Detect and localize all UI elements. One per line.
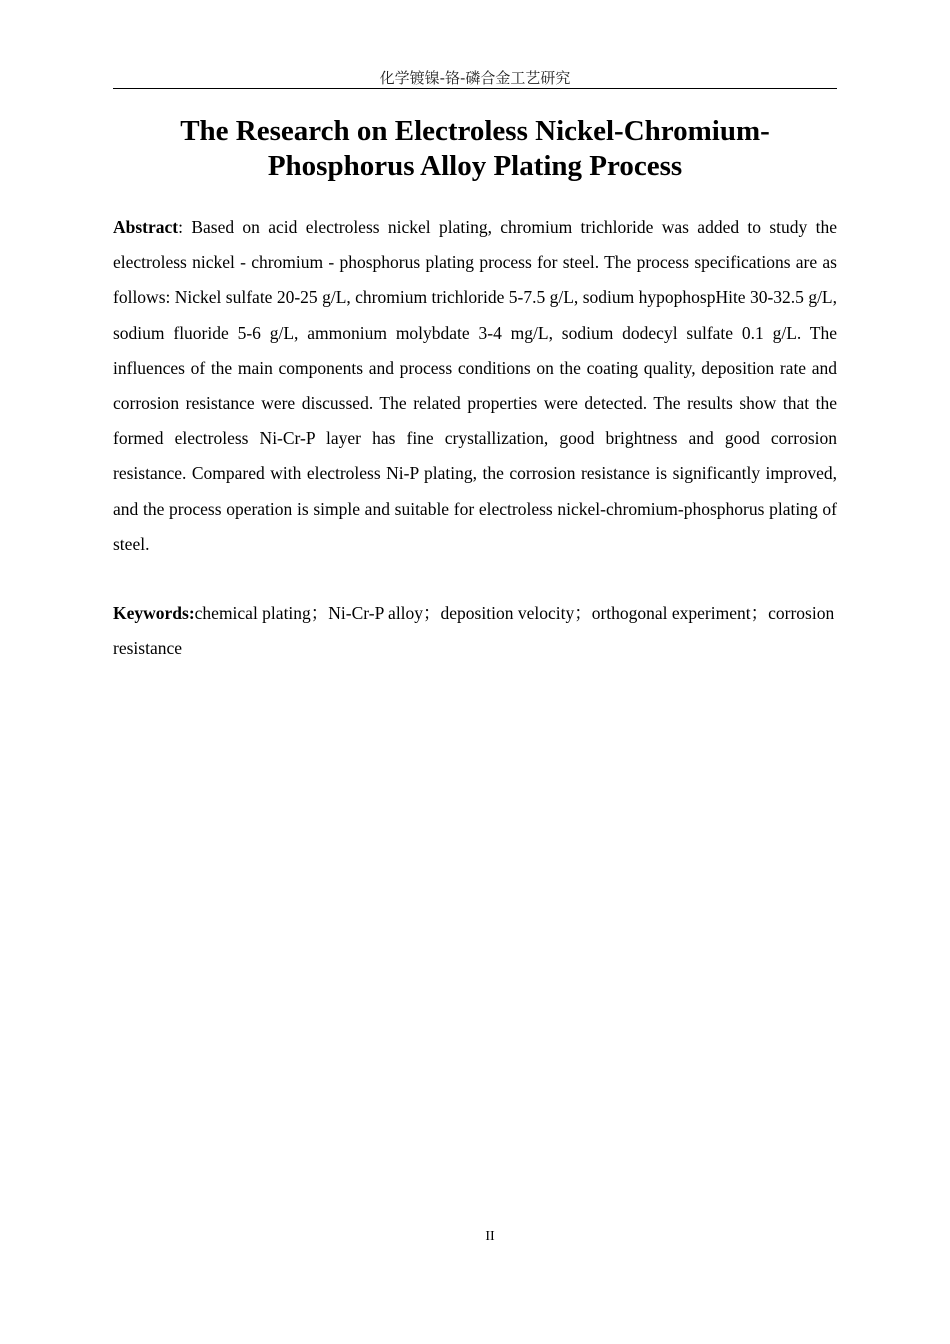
keywords-text: chemical plating；Ni-Cr-P alloy；deposition velocity；orthogonal experiment；corrosion resistance (113, 603, 835, 659)
abstract-label: Abstract (113, 217, 179, 237)
paper-title (113, 114, 837, 184)
keywords-label: Keywords: (113, 603, 195, 623)
title-line-1: The Research on Electroless Nickel-Chromium- (180, 115, 770, 147)
header-rule (113, 88, 837, 89)
abstract-paragraph (113, 210, 837, 562)
running-header: 化学镀镍-铬-磷合金工艺研究 (379, 69, 571, 87)
page-number: II (485, 1229, 495, 1244)
title-line-2: Phosphorus Alloy Plating Process (267, 150, 683, 182)
abstract-text: : Based on acid electroless nickel plating, chromium trichloride was added to study the electroless nickel - chromium - phosphorus plating process for steel. The process specifications are as follows: Nickel sulfate 20-25 g/L, chromium trichloride 5-7.5 g/L, sodium hypophospHite 30-32.5 g/L, sodium fluoride 5-6 g/L, ammonium molybdate 3-4 mg/L, sodium dodecyl sulfate 0.1 g/L. The influences of the main components and process conditions on the coating quality, deposition rate and corrosion resistance were discussed. The related properties were detected. The results show that the formed electroless Ni-Cr-P layer has fine crystallization, good brightness and good corrosion resistance. Compared with electroless Ni-P plating, the corrosion resistance is significantly improved, and the process operation is simple and suitable for electroless nickel-chromium-phosphorus plating of steel. (113, 217, 837, 554)
keywords-paragraph (113, 596, 837, 666)
